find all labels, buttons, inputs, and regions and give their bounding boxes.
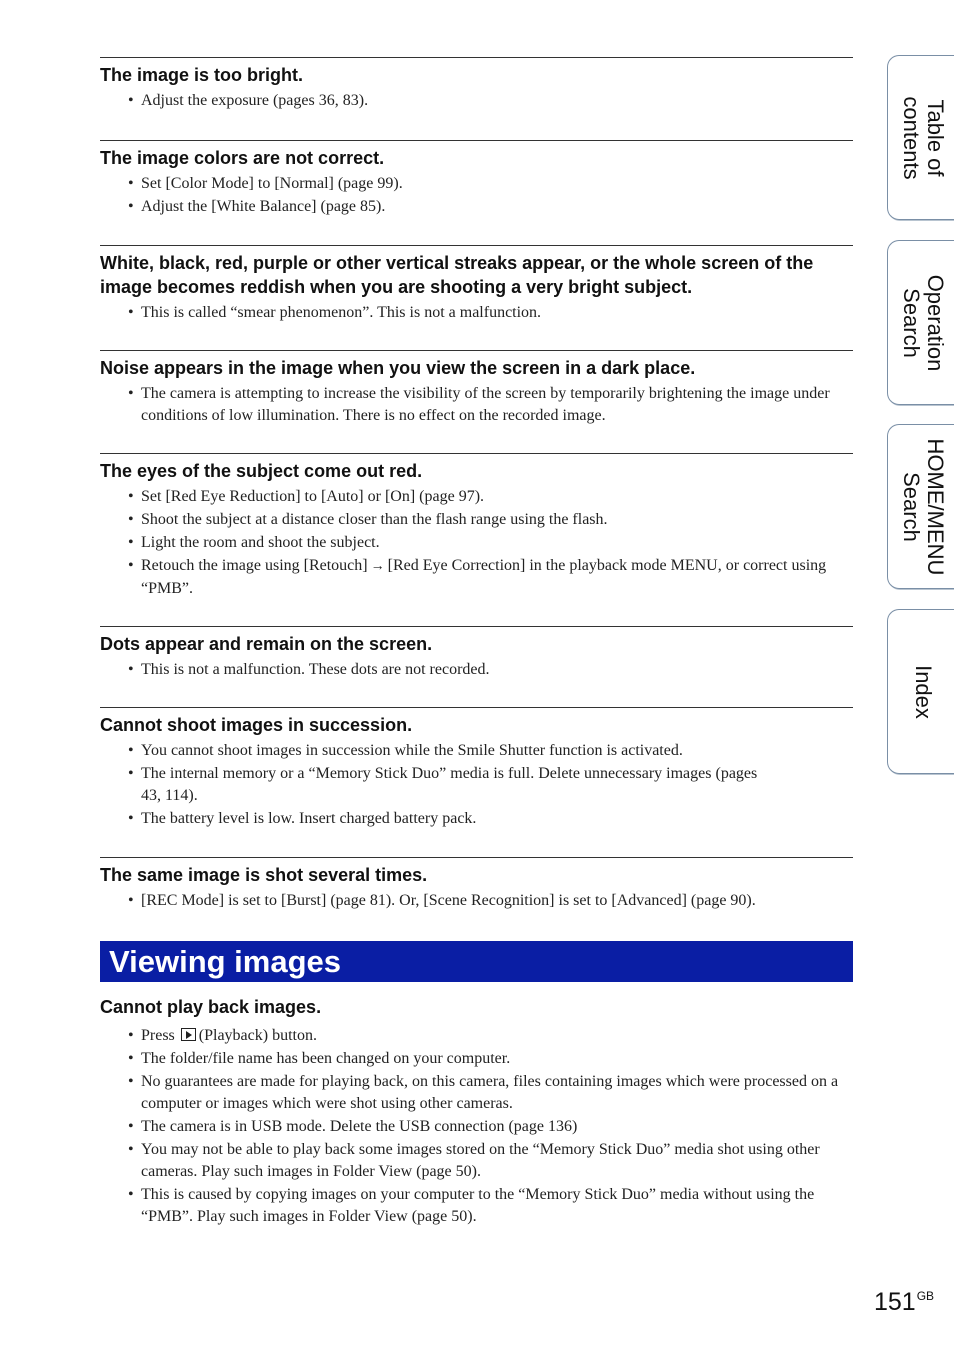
list-item: • This is caused by copying images on your computer to the “Memory Stick Duo” media without using the “PMB”. Play such images in Folder View (page 50). (141, 1184, 853, 1228)
list-item: • Set [Color Mode] to [Normal] (page 99). (141, 173, 853, 195)
list-item: • The folder/file name has been changed on your computer. (141, 1048, 853, 1070)
list-item: • [REC Mode] is set to [Burst] (page 81). Or, [Scene Recognition] is set to [Advanced] (page 90). (141, 890, 853, 912)
tab-label: HOME/MENU Search (899, 438, 948, 576)
list-item: • Adjust the exposure (pages 36, 83). (141, 90, 853, 112)
tab-operation-search[interactable] (887, 240, 954, 405)
viewing-section (100, 995, 853, 1229)
page-number-suffix: GB (916, 1289, 935, 1303)
page-number-value: 151 (874, 1288, 916, 1316)
tab-table-of-contents[interactable] (887, 55, 954, 220)
list-item: • The battery level is low. Insert charged battery pack. (141, 808, 853, 830)
section-heading: Cannot play back images. (100, 997, 322, 1017)
list-item: • This is not a malfunction. These dots are not recorded. (141, 659, 853, 681)
tab-home-menu-search[interactable] (887, 424, 954, 589)
list-item: • Set [Red Eye Reduction] to [Auto] or [On] (page 97). (141, 486, 853, 508)
list-item: • The camera is attempting to increase the visibility of the screen by temporarily brightening the image under conditions of low illumination. There is no effect on the recorded image. (141, 383, 853, 427)
playback-button-icon (181, 1028, 196, 1041)
section-heading: Cannot shoot images in succession. (100, 715, 413, 735)
tab-label: Operation Search (899, 274, 948, 372)
section-dots (100, 626, 853, 707)
list-item: • No guarantees are made for playing back, on this camera, files containing images which were processed on a computer or images which were shot using other cameras. (141, 1071, 853, 1115)
list-item: • The camera is in USB mode. Delete the USB connection (page 136) (141, 1116, 853, 1138)
viewing-images-banner (100, 941, 853, 982)
section-heading: The image colors are not correct. (100, 148, 385, 168)
section-red-eye (100, 453, 853, 626)
list-item: • Adjust the [White Balance] (page 85). (141, 196, 853, 218)
tab-label: Index (911, 665, 936, 719)
list-item (141, 1025, 853, 1047)
retouch-text: Retouch the image using [Retouch] (141, 557, 368, 574)
list-item: • Shoot the subject at a distance closer than the flash range using the flash. (141, 509, 853, 531)
section-same-image (100, 857, 853, 912)
list-item: • You may not be able to play back some images stored on the “Memory Stick Duo” media shot using other cameras. Play such images in Folder View (page 50). (141, 1139, 853, 1183)
list-item: • Light the room and shoot the subject. (141, 532, 853, 554)
section-too-bright (100, 57, 853, 140)
right-arrow-icon: → (370, 559, 385, 574)
list-item: • You cannot shoot images in succession while the Smile Shutter function is activated. (141, 740, 853, 762)
list-item: • The internal memory or a “Memory Stick Duo” media is full. Delete unnecessary images (pages 43, 114). (141, 763, 853, 807)
section-heading: Noise appears in the image when you view the screen in a dark place. (100, 358, 696, 378)
banner-title: Viewing images (109, 944, 342, 979)
section-noise (100, 350, 853, 453)
troubleshooting-list (100, 57, 853, 913)
section-succession (100, 707, 853, 857)
page-number (874, 1288, 934, 1317)
section-heading: The same image is shot several times. (100, 865, 428, 885)
section-heading: The eyes of the subject come out red. (100, 461, 423, 481)
list-item (141, 555, 853, 600)
section-heading: The image is too bright. (100, 65, 304, 85)
section-colors (100, 140, 853, 245)
section-heading: Dots appear and remain on the screen. (100, 634, 433, 654)
tab-label: Table of contents (899, 96, 948, 180)
press-text-after: (Playback) button. (198, 1027, 317, 1044)
tab-index[interactable] (887, 609, 954, 774)
list-item: • This is called “smear phenomenon”. This is not a malfunction. (141, 302, 853, 324)
section-heading: White, black, red, purple or other vertical streaks appear, or the whole screen of the image becomes reddish when you are shooting a very bright subject. (100, 253, 814, 297)
retouch-text-after: [Red Eye Correction] in the playback mode MENU, or correct using “PMB”. (141, 557, 827, 597)
section-streaks (100, 245, 853, 350)
press-text: Press (141, 1027, 175, 1044)
